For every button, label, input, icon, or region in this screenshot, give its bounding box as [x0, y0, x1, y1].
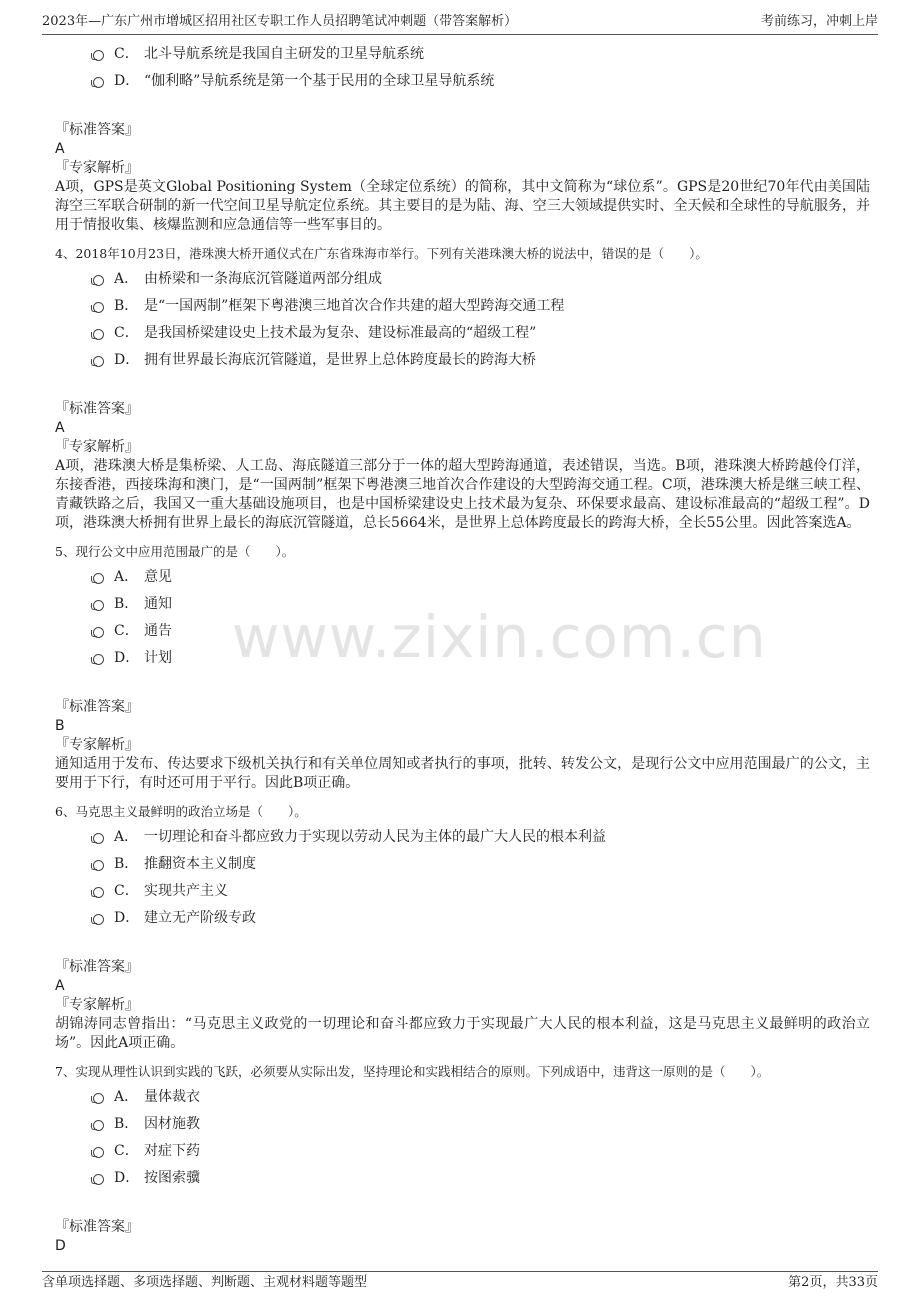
option-letter: A． [114, 569, 139, 585]
page-footer [42, 1271, 878, 1294]
page-content [55, 42, 870, 1256]
radio-icon[interactable] [93, 573, 104, 584]
radio-icon[interactable] [93, 1120, 104, 1131]
option-letter: D． [114, 1170, 140, 1186]
footer-description: 含单项选择题、多项选择题、判断题、主观材料题等题型 [42, 1275, 368, 1290]
option-letter: C． [114, 1143, 139, 1159]
option-letter: B． [114, 298, 139, 314]
option-a[interactable] [55, 565, 870, 592]
analysis-text: A项，GPS是英文Global Positioning System（全球定位系统）的简称，其中文简称为“球位系”。GPS是20世纪70年代由美国陆海空三军联合研制的新一代空间卫星导航定位系统。其主要目的是为陆、海、空三大领域提供实时、全天候和全球性的导航服务，并用于情报收集、核爆监测和应急通信等一些军事目的。 [55, 179, 870, 233]
analysis-text: 胡锦涛同志曾指出：“马克思主义政党的一切理论和奋斗都应致力于实现最广大人民的根本利益，这是马克思主义最鲜明的政治立场”。因此A项正确。 [55, 1016, 870, 1051]
option-text: 按图索骥 [144, 1170, 200, 1186]
option-a[interactable] [55, 825, 870, 852]
analysis-label: 『专家解析』 [55, 997, 139, 1013]
watermark: www.zixin.com.cn [232, 603, 767, 671]
answer-value: A [55, 978, 65, 994]
radio-icon[interactable] [93, 356, 104, 367]
option-letter: B． [114, 1116, 139, 1132]
page-number: 第2页，共33页 [788, 1275, 878, 1290]
analysis-text: 通知适用于发布、传达要求下级机关执行和有关单位周知或者执行的事项，批转、转发公文，是现行公文中应用范围最广的公文，主要用于下行，有时还可用于平行。因此B项正确。 [55, 756, 870, 791]
radio-icon[interactable] [93, 50, 104, 61]
option-text: 因材施教 [144, 1116, 200, 1132]
question-3-continued [55, 42, 870, 235]
question-7 [55, 1063, 870, 1256]
option-text: “伽利略”导航系统是第一个基于民用的全球卫星导航系统 [144, 73, 495, 89]
radio-icon[interactable] [93, 77, 104, 88]
option-text: 拥有世界最长海底沉管隧道，是世界上总体跨度最长的跨海大桥 [144, 352, 536, 368]
answer-value: A [55, 420, 65, 436]
option-text: 建立无产阶级专政 [144, 910, 256, 926]
answer-value: B [55, 718, 65, 734]
analysis-label: 『专家解析』 [55, 439, 139, 455]
radio-icon[interactable] [93, 329, 104, 340]
option-letter: A． [114, 271, 139, 287]
question-stem: 4、2018年10月23日，港珠澳大桥开通仪式在广东省珠海市举行。下列有关港珠澳大桥的说法中，错误的是（ ）。 [55, 246, 708, 261]
option-text: 一切理论和奋斗都应致力于实现以劳动人民为主体的最广大人民的根本利益 [144, 829, 606, 845]
radio-icon[interactable] [93, 860, 104, 871]
option-d[interactable] [55, 1166, 870, 1193]
answer-label: 『标准答案』 [55, 122, 139, 138]
option-text: 通告 [144, 623, 172, 639]
option-c[interactable] [55, 619, 870, 646]
option-d[interactable] [55, 348, 870, 375]
option-text: 对症下药 [144, 1143, 200, 1159]
answer-value: A [55, 141, 65, 157]
option-text: 通知 [144, 596, 172, 612]
option-letter: D． [114, 910, 140, 926]
option-letter: D． [114, 73, 140, 89]
option-letter: C． [114, 883, 139, 899]
analysis-label: 『专家解析』 [55, 737, 139, 753]
radio-icon[interactable] [93, 1093, 104, 1104]
option-text: 实现共产主义 [144, 883, 228, 899]
question-5 [55, 543, 870, 793]
option-letter: D． [114, 650, 140, 666]
option-text: 由桥梁和一条海底沉管隧道两部分组成 [144, 271, 382, 287]
header-slogan: 考前练习，冲刺上岸 [760, 14, 878, 29]
answer-label: 『标准答案』 [55, 699, 139, 715]
option-letter: C． [114, 325, 139, 341]
option-text: 推翻资本主义制度 [144, 856, 256, 872]
option-d[interactable] [55, 646, 870, 673]
option-letter: D． [114, 352, 140, 368]
question-stem: 6、马克思主义最鲜明的政治立场是（ ）。 [55, 804, 307, 819]
option-letter: C． [114, 623, 139, 639]
option-c[interactable] [55, 1139, 870, 1166]
radio-icon[interactable] [93, 887, 104, 898]
answer-label: 『标准答案』 [55, 1219, 139, 1235]
analysis-label: 『专家解析』 [55, 160, 139, 176]
option-a[interactable] [55, 1085, 870, 1112]
analysis-text: A项，港珠澳大桥是集桥梁、人工岛、海底隧道三部分于一体的超大型跨海通道，表述错误，当选。B项，港珠澳大桥跨越伶仃洋，东接香港，西接珠海和澳门，是“一国两制”框架下粤港澳三地首次合作建设的大型跨海交通工程。C项，港珠澳大桥是继三峡工程、青藏铁路之后，我国又一重大基础设施项目，也是中国桥梁建设史上技术最为复杂、环保要求最高、建设标准最高的“超级工程”。D项，港珠澳大桥拥有世界上最长的海底沉管隧道，总长5664米，是世界上总体跨度最长的跨海大桥，全长55公里。因此答案选A。 [55, 458, 870, 531]
answer-value: D [55, 1238, 66, 1254]
option-d[interactable] [55, 69, 870, 96]
option-b[interactable] [55, 294, 870, 321]
option-text: 北斗导航系统是我国自主研发的卫星导航系统 [144, 46, 424, 62]
radio-icon[interactable] [93, 302, 104, 313]
option-b[interactable] [55, 852, 870, 879]
option-text: 是“一国两制”框架下粤港澳三地首次合作共建的超大型跨海交通工程 [144, 298, 565, 314]
radio-icon[interactable] [93, 1174, 104, 1185]
radio-icon[interactable] [93, 654, 104, 665]
option-text: 意见 [144, 569, 172, 585]
page-header [42, 12, 878, 35]
question-stem: 5、现行公文中应用范围最广的是（ ）。 [55, 544, 295, 559]
option-letter: C． [114, 46, 139, 62]
option-text: 量体裁衣 [144, 1089, 200, 1105]
question-4 [55, 245, 870, 533]
option-b[interactable] [55, 1112, 870, 1139]
option-letter: A． [114, 1089, 139, 1105]
option-c[interactable] [55, 879, 870, 906]
option-a[interactable] [55, 267, 870, 294]
question-6 [55, 803, 870, 1053]
option-text: 是我国桥梁建设史上技术最为复杂、建设标准最高的“超级工程” [144, 325, 537, 341]
option-letter: B． [114, 596, 139, 612]
radio-icon[interactable] [93, 914, 104, 925]
radio-icon[interactable] [93, 275, 104, 286]
option-d[interactable] [55, 906, 870, 933]
option-letter: B． [114, 856, 139, 872]
option-text: 计划 [144, 650, 172, 666]
answer-label: 『标准答案』 [55, 401, 139, 417]
option-c[interactable] [55, 321, 870, 348]
option-letter: A． [114, 829, 139, 845]
radio-icon[interactable] [93, 833, 104, 844]
option-b[interactable] [55, 592, 870, 619]
question-stem: 7、实现从理性认识到实践的飞跃，必须要从实际出发，坚持理论和实践相结合的原则。下列成语中，违背这一原则的是（ ）。 [55, 1064, 770, 1079]
document-title: 2023年—广东广州市增城区招用社区专职工作人员招聘笔试冲刺题（带答案解析） [42, 14, 518, 29]
radio-icon[interactable] [93, 627, 104, 638]
answer-label: 『标准答案』 [55, 959, 139, 975]
radio-icon[interactable] [93, 1147, 104, 1158]
option-c[interactable] [55, 42, 870, 69]
radio-icon[interactable] [93, 600, 104, 611]
